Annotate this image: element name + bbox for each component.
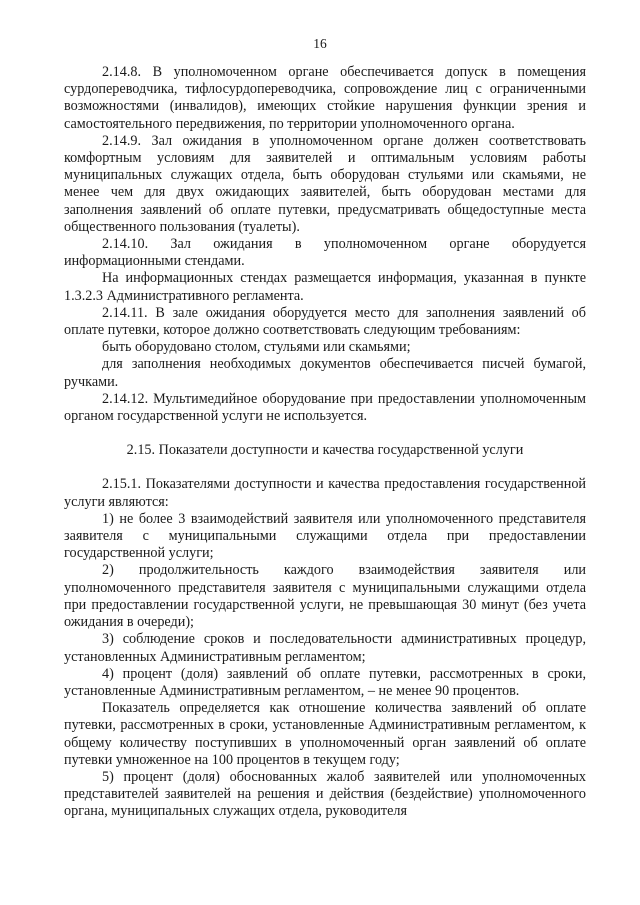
paragraph-2-14-8: 2.14.8. В уполномоченном органе обеспечивается допуск в помещения сурдопереводчика, тифлосурдопереводчика, сопровождение лиц с ограниченными возможностями (инвалидов), имеющих стойкие нарушения функции зрения и самостоятельного передвижения, по территории уполномоченного органа. [64, 64, 586, 132]
paragraph-indicator-definition: Показатель определяется как отношение количества заявлений об оплате путевки, рассмотренных в сроки, установленные Административным регламентом, к общему количеству поступивших в уполномоченный орган заявлений об оплате путевки умноженное на 100 процентов в текущем году; [64, 700, 586, 768]
list-item-4: 4) процент (доля) заявлений об оплате путевки, рассмотренных в сроки, установленные Административным регламентом, – не менее 90 процентов. [64, 665, 586, 699]
paragraph-2-15-1: 2.15.1. Показателями доступности и качества предоставления государственной услуги являются: [64, 476, 586, 510]
section-heading-2-15: 2.15. Показатели доступности и качества государственной услуги [126, 442, 524, 459]
paragraph-stationery-requirement: для заполнения необходимых документов обеспечивается писчей бумагой, ручками. [64, 356, 586, 390]
paragraph-2-14-10: 2.14.10. Зал ожидания в уполномоченном органе оборудуется информационными стендами. [64, 236, 586, 270]
list-item-5: 5) процент (доля) обоснованных жалоб заявителей или уполномоченных представителей заявителей на решения и действия (бездействие) уполномоченного органа, муниципальных служащих отдела, руководителя [64, 768, 586, 820]
page-number: 16 [313, 36, 327, 51]
paragraph-info-stands: На информационных стендах размещается информация, указанная в пункте 1.3.2.3 Административного регламента. [64, 270, 586, 304]
paragraph-2-14-11: 2.14.11. В зале ожидания оборудуется место для заполнения заявлений об оплате путевки, которое должно соответствовать следующим требованиям: [64, 304, 586, 339]
list-item-2: 2) продолжительность каждого взаимодействия заявителя или уполномоченного представителя заявителя с муниципальными служащими отдела при предоставлении государственной услуги, не превышающая 30 минут (без учета ожидания в очереди); [64, 562, 586, 631]
paragraph-2-14-9: 2.14.9. Зал ожидания в уполномоченном органе должен соответствовать комфортным условиям для заявителей и оптимальным условиям работы муниципальных служащих отдела, быть оборудован стульями или скамьями, не менее чем для двух ожидающих заявителей, быть оборудован местами для заполнения заявлений об оплате путевки, предусматривать общедоступные места общественного пользования (туалеты). [64, 132, 586, 235]
paragraph-furniture-requirement: быть оборудовано столом, стульями или скамьями; [102, 339, 411, 356]
paragraph-2-14-12: 2.14.12. Мультимедийное оборудование при предоставлении уполномоченным органом государственной услуги не используется. [64, 390, 586, 425]
list-item-3: 3) соблюдение сроков и последовательности административных процедур, установленных Административным регламентом; [64, 631, 586, 665]
document-body [64, 64, 586, 821]
list-item-1: 1) не более 3 взаимодействий заявителя или уполномоченного представителя заявителя с муниципальными служащими отдела при предоставлении государственной услуги; [64, 510, 586, 562]
